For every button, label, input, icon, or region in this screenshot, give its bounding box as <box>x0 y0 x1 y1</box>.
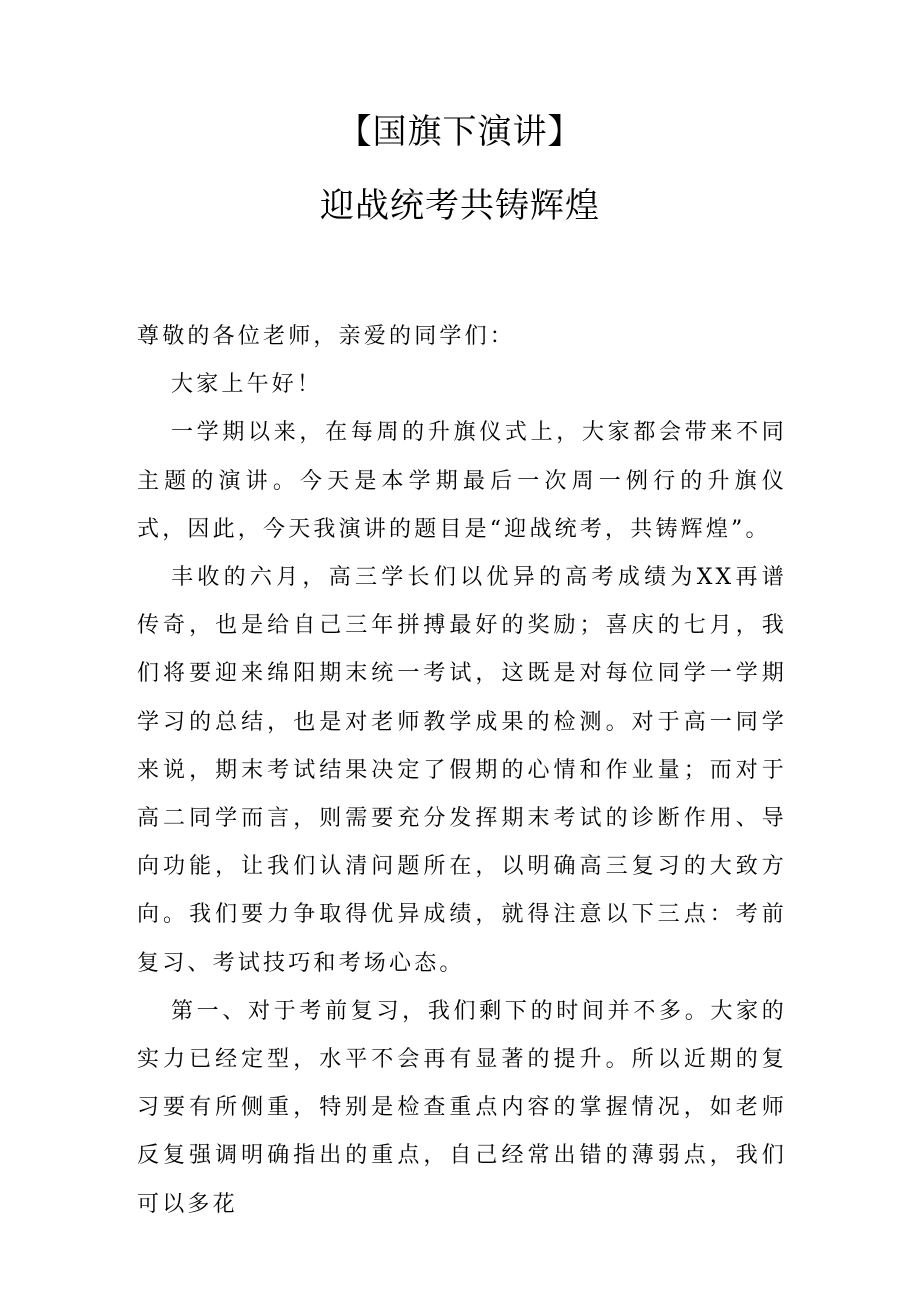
document-subtitle: 迎战统考共铸辉煌 <box>320 186 600 226</box>
paragraph: 第一、对于考前复习，我们剩下的时间并不多。大家的实力已经定型，水平不会再有显著的提升。所以近期的复习要有所侧重，特别是检查重点内容的掌握情况，如老师反复强调明确指出的重点，自己经常出错的薄弱点，我们可以多花 <box>137 998 787 1217</box>
paragraph: 丰收的六月，高三学长们以优异的高考成绩为XX再谱传奇，也是给自己三年拼搏最好的奖励；喜庆的七月，我们将要迎来绵阳期末统一考试，这既是对每位同学一学期学习的总结，也是对老师教学成果的检测。对于高一同学来说，期末考试结果决定了假期的心情和作业量；而对于高二同学而言，则需要充分发挥期末考试的诊断作用、导向功能，让我们认清问题所在，以明确高三复习的大致方向。我们要力争取得优异成绩，就得注意以下三点：考前复习、考试技巧和考场心态。 <box>137 565 787 976</box>
greeting: 大家上午好！ <box>171 372 323 398</box>
speech-body <box>137 313 787 1229</box>
salutation: 尊敬的各位老师，亲爱的同学们： <box>137 324 516 349</box>
document-title: 【国旗下演讲】 <box>337 112 583 152</box>
paragraph: 一学期以来，在每周的升旗仪式上，大家都会带来不同主题的演讲。今天是本学期最后一次周一例行的升旗仪式，因此，今天我演讲的题目是“迎战统考，共铸辉煌”。 <box>137 420 787 542</box>
